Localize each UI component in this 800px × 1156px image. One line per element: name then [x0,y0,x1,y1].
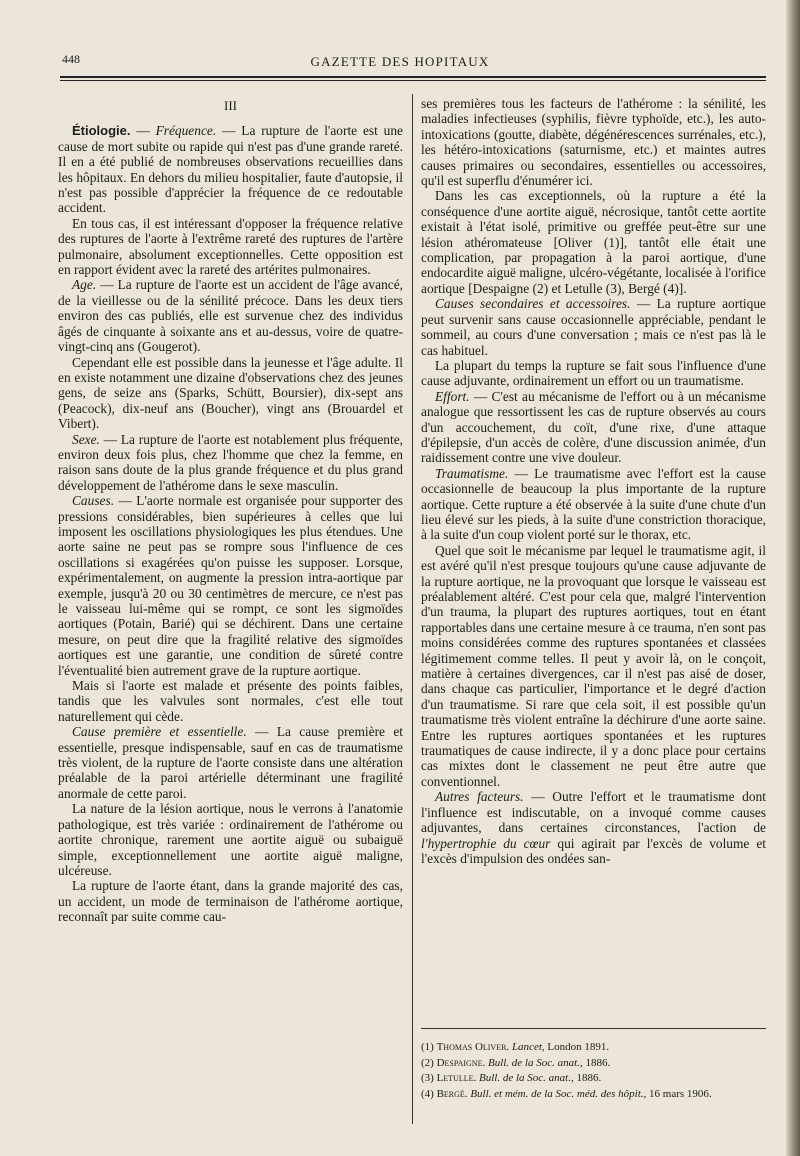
footnote-reference: Bull. de la Soc. anat. [487,1056,580,1069]
paragraph-traumatisme [421,466,766,543]
right-column [421,96,766,866]
heading-etiologie: Étiologie. [72,123,131,139]
term-hypertrophie: l'hypertrophie du cœur [421,835,551,851]
paragraph-sexe [58,432,403,494]
paragraph-cause-adjuvante: La plupart du temps la rupture se fait sous l'influence d'une cause adjuvante, ordinairement un effort ou un traumatisme. [421,357,766,389]
text-traumatisme: — Le traumatisme avec l'effort est la cause occasionnelle de beaucoup la plus importante de la rupture aortique. Cette rupture a été observée à la suite d'une chute d'un lieu élevé sur les pieds, à la suite d'une constriction thoracique, à la suite d'un coup violent porté sur le thorax, etc. [421,465,766,543]
paragraph-cause-premiere [58,724,403,801]
footnote-rule [421,1028,766,1029]
footnote-details: , 1886. [579,1056,611,1069]
paragraph-terminaison: La rupture de l'aorte étant, dans la grande majorité des cas, un accident, un mode de terminaison de l'athérome aortique, reconnaît par suite comme cau- [58,878,403,925]
footnote-2 [421,1056,766,1072]
footnote-author: Thomas Oliver. [436,1041,510,1053]
footnote-number: (1) [421,1041,434,1053]
page-number: 448 [62,52,80,66]
header-rule-thin [60,80,766,81]
text-causes-secondaires: — La rupture aortique peut survenir sans cause occasionnelle appréciable, pendant le sommeil, au cours d'une conversation ; mais ce n'est pas là le cas habituel. [421,296,766,358]
subheading-causes: Causes. [72,493,115,509]
footnote-1 [421,1040,766,1056]
subheading-traumatisme: Traumatisme. [435,465,509,481]
footnote-details: , 16 mars 1906. [643,1087,712,1100]
subheading-age: Age. [72,277,97,293]
paragraph-frequence [58,123,403,215]
footnote-details: , 1886. [570,1072,602,1085]
footnote-author: Bergé. [436,1087,468,1100]
subheading-causes-secondaires: Causes secondaires et accessoires. [435,296,631,312]
footnote-author: Despaigne. [436,1056,486,1069]
header-rule-thick [60,76,766,78]
column-divider [412,94,413,1124]
text-cause-premiere: — La cause première et essentielle, presque indispensable, sauf en cas de traumatisme très violent, de la rupture de l'aorte consiste dans une altération préalable de la paroi artérielle déterminant une fragilité anormale de cette paroi. [58,724,404,801]
dash: — [130,123,156,139]
paragraph-autres-facteurs [421,789,766,866]
paragraph-facteurs-atherome: ses premières tous les facteurs de l'athérome : la sénilité, les maladies infectieuses (syphilis, fièvre typhoïde, etc.), les auto-intoxications (goutte, diabète, dégénérescences surrénales, etc.), les hétéro-intoxications (saturnisme, etc.) et maintes autres causes primaires ou secondaires, essentielles ou accessoires, qu'il est superflu d'énumérer ici. [421,96,766,189]
paragraph-cas-exceptionnels: Dans les cas exceptionnels, où la rupture a été la conséquence d'une aortite aiguë, nécrosique, tantôt cette aortite existait à l'état isolé, primitive ou greffée peut-être sur une lésion athéromateuse [Oliver (1)], tantôt elle était une complication, par propagation à la paroi aortique, d'une endocardite aiguë maligne, ulcéro-végétante, localisée à l'orifice aortique [Despaigne (2) et Letulle (3), Bergé (4)]. [421,188,766,296]
text-causes: — L'aorte normale est organisée pour supporter des pressions considérables, bien supérieures à celles que lui imposent les oscillations physiologiques les plus étendues. Une aorte saine ne peut pas se rompre sous l'influence de ces oscillations si exagérées qu'on puisse les supposer. Lorsque, expérimentalement, on augmente la pression intra-aortique par exemple, jusqu'à 20 ou 30 centimètres de mercure, ce n'est pas le vaisseau lui-même qui se rompt, ce sont les sigmoïdes aortiques (Potain, Barié) qui se déchirent. Dans une certaine mesure, on peut dire que la fragilité relative des sigmoïdes aortiques est une garantie, une condition de sûreté contre l'éventualité bien autrement grave de la rupture aortique. [58,493,403,678]
page-edge-shadow [786,0,800,1156]
footnote-reference: Bull. et mém. de la Soc. méd. des hôpit. [470,1087,644,1100]
footnote-4 [421,1087,766,1103]
paragraph-mecanisme: Quel que soit le mécanisme par lequel le traumatisme agit, il est avéré qu'il n'est presque toujours qu'une cause adjuvante de la rupture aortique, ne la provoquant que lorsque le vaisseau est préalablement altéré. C'est pour cela que, malgré l'intervention d'un trauma, la plupart des ruptures aortiques, tout en étant rapportables dans une certaine mesure à ce trauma, n'en sont pas moins considérées comme des ruptures spontanées et classées légitimement comme telles. Il peut y avoir là, on le conçoit, matière à certaines divergences, car il n'est pas aisé de doser, dans chaque cas particulier, l'importance et le degré d'action d'un traumatisme. Si rare que cela soit, il est possible qu'un traumatisme très violent entraîne la déchirure d'une aorte saine. Entre les ruptures aortiques spontanées et les ruptures traumatiques de cause indirecte, il y a donc place pour certains cas mixtes dont le classement ne peut être autre que conventionnel. [421,542,766,789]
text-autres-facteurs-a: — Outre l'effort et le traumatisme dont l'influence est indiscutable, on a invoqué comme causes adjuvantes, dans certaines circonstances, l'action de [421,789,766,836]
paragraph-causes-secondaires [421,296,766,358]
footnote-author: Letulle. [436,1072,477,1085]
left-column [58,98,403,925]
text-age: — La rupture de l'aorte est un accident de l'âge avancé, de la vieillesse ou de la sénilité précoce. Dans les deux tiers environ des cas publiés, elle est survenue chez des individus âgés de cinquante à soixante ans et au-dessus, voire de quatre-vingt-cinq ans (Gougerot). [58,277,403,355]
text-sexe: — La rupture de l'aorte est notablement plus fréquente, environ deux fois plus, chez l'homme que chez la femme, en raison sans doute de la plus grande fréquence et du plus grand développement de l'athérome dans le sexe masculin. [58,431,403,493]
text-frequence: — La rupture de l'aorte est une cause de mort subite ou rapide qui n'est pas d'une grande rareté. Il en a été publié de nombreuses observations recueillies dans les hôpitaux. En dehors du milieu hospitalier, faute d'autopsie, il n'est pas possible d'apprécier la fréquence de ce redoutable accident. [58,123,403,216]
footnote-number: (3) [421,1072,434,1085]
footnote-details: , London 1891. [541,1041,610,1053]
text-autres-facteurs-b: qui agirait par l'excès de volume et l'excès d'impulsion des ondées san- [421,835,766,866]
subheading-sexe: Sexe. [72,431,100,447]
section-number: III [224,98,237,113]
footnote-reference: Bull. de la Soc. anat. [479,1072,571,1085]
paragraph-effort [421,389,766,466]
footnote-number: (2) [421,1056,434,1069]
footnote-reference: Lancet [511,1041,542,1053]
footnote-number: (4) [421,1087,434,1100]
subheading-frequence: Fréquence. [155,123,217,139]
paragraph-aorte-malade: Mais si l'aorte est malade et présente des points faibles, tandis que les valvules sont normales, c'est elle tout naturellement qui cède. [58,678,403,724]
subheading-effort: Effort. [435,388,470,404]
subheading-autres-facteurs: Autres facteurs. [435,789,524,805]
paragraph-jeunesse: Cependant elle est possible dans la jeunesse et l'âge adulte. Il en existe notamment une dizaine d'observations chez des jeunes gens, de seize ans (Sparks, Schütt, Boursier), dix-sept ans (Peacock), dix-neuf ans (Boucher), vingt ans (Brouardel et Vibert). [58,354,403,432]
footnote-3 [421,1071,766,1087]
text-effort: — C'est au mécanisme de l'effort ou à un mécanisme analogue que ressortissent les cas de rupture observés au cours d'un accouchement, du coït, d'une rixe, d'une attaque d'épilepsie, d'un accès de colère, d'une discussion animée, d'un raidissement contre une vive douleur. [421,388,766,466]
subheading-cause-premiere: Cause première et essentielle. [72,724,247,740]
paragraph-nature-lesion: La nature de la lésion aortique, nous le verrons à l'anatomie pathologique, est très variée : ordinairement de l'athérome ou aortite chronique, rarement une aortite aiguë ou subaiguë simple, exceptionnellement une aortite aiguë maligne, ulcéreuse. [58,801,403,878]
paragraph-causes [58,493,403,678]
running-title: GAZETTE DES HOPITAUX [310,54,490,69]
paragraph-artere-pulmonaire: En tous cas, il est intéressant d'opposer la fréquence relative des ruptures de l'aorte à l'extrême rareté des ruptures de l'artère pulmonaire, absolument exceptionnelles. Cette opposition est en rapport évident avec la rareté des artérites pulmonaires. [58,215,403,278]
footnotes [421,1040,766,1102]
paragraph-age [58,277,403,354]
